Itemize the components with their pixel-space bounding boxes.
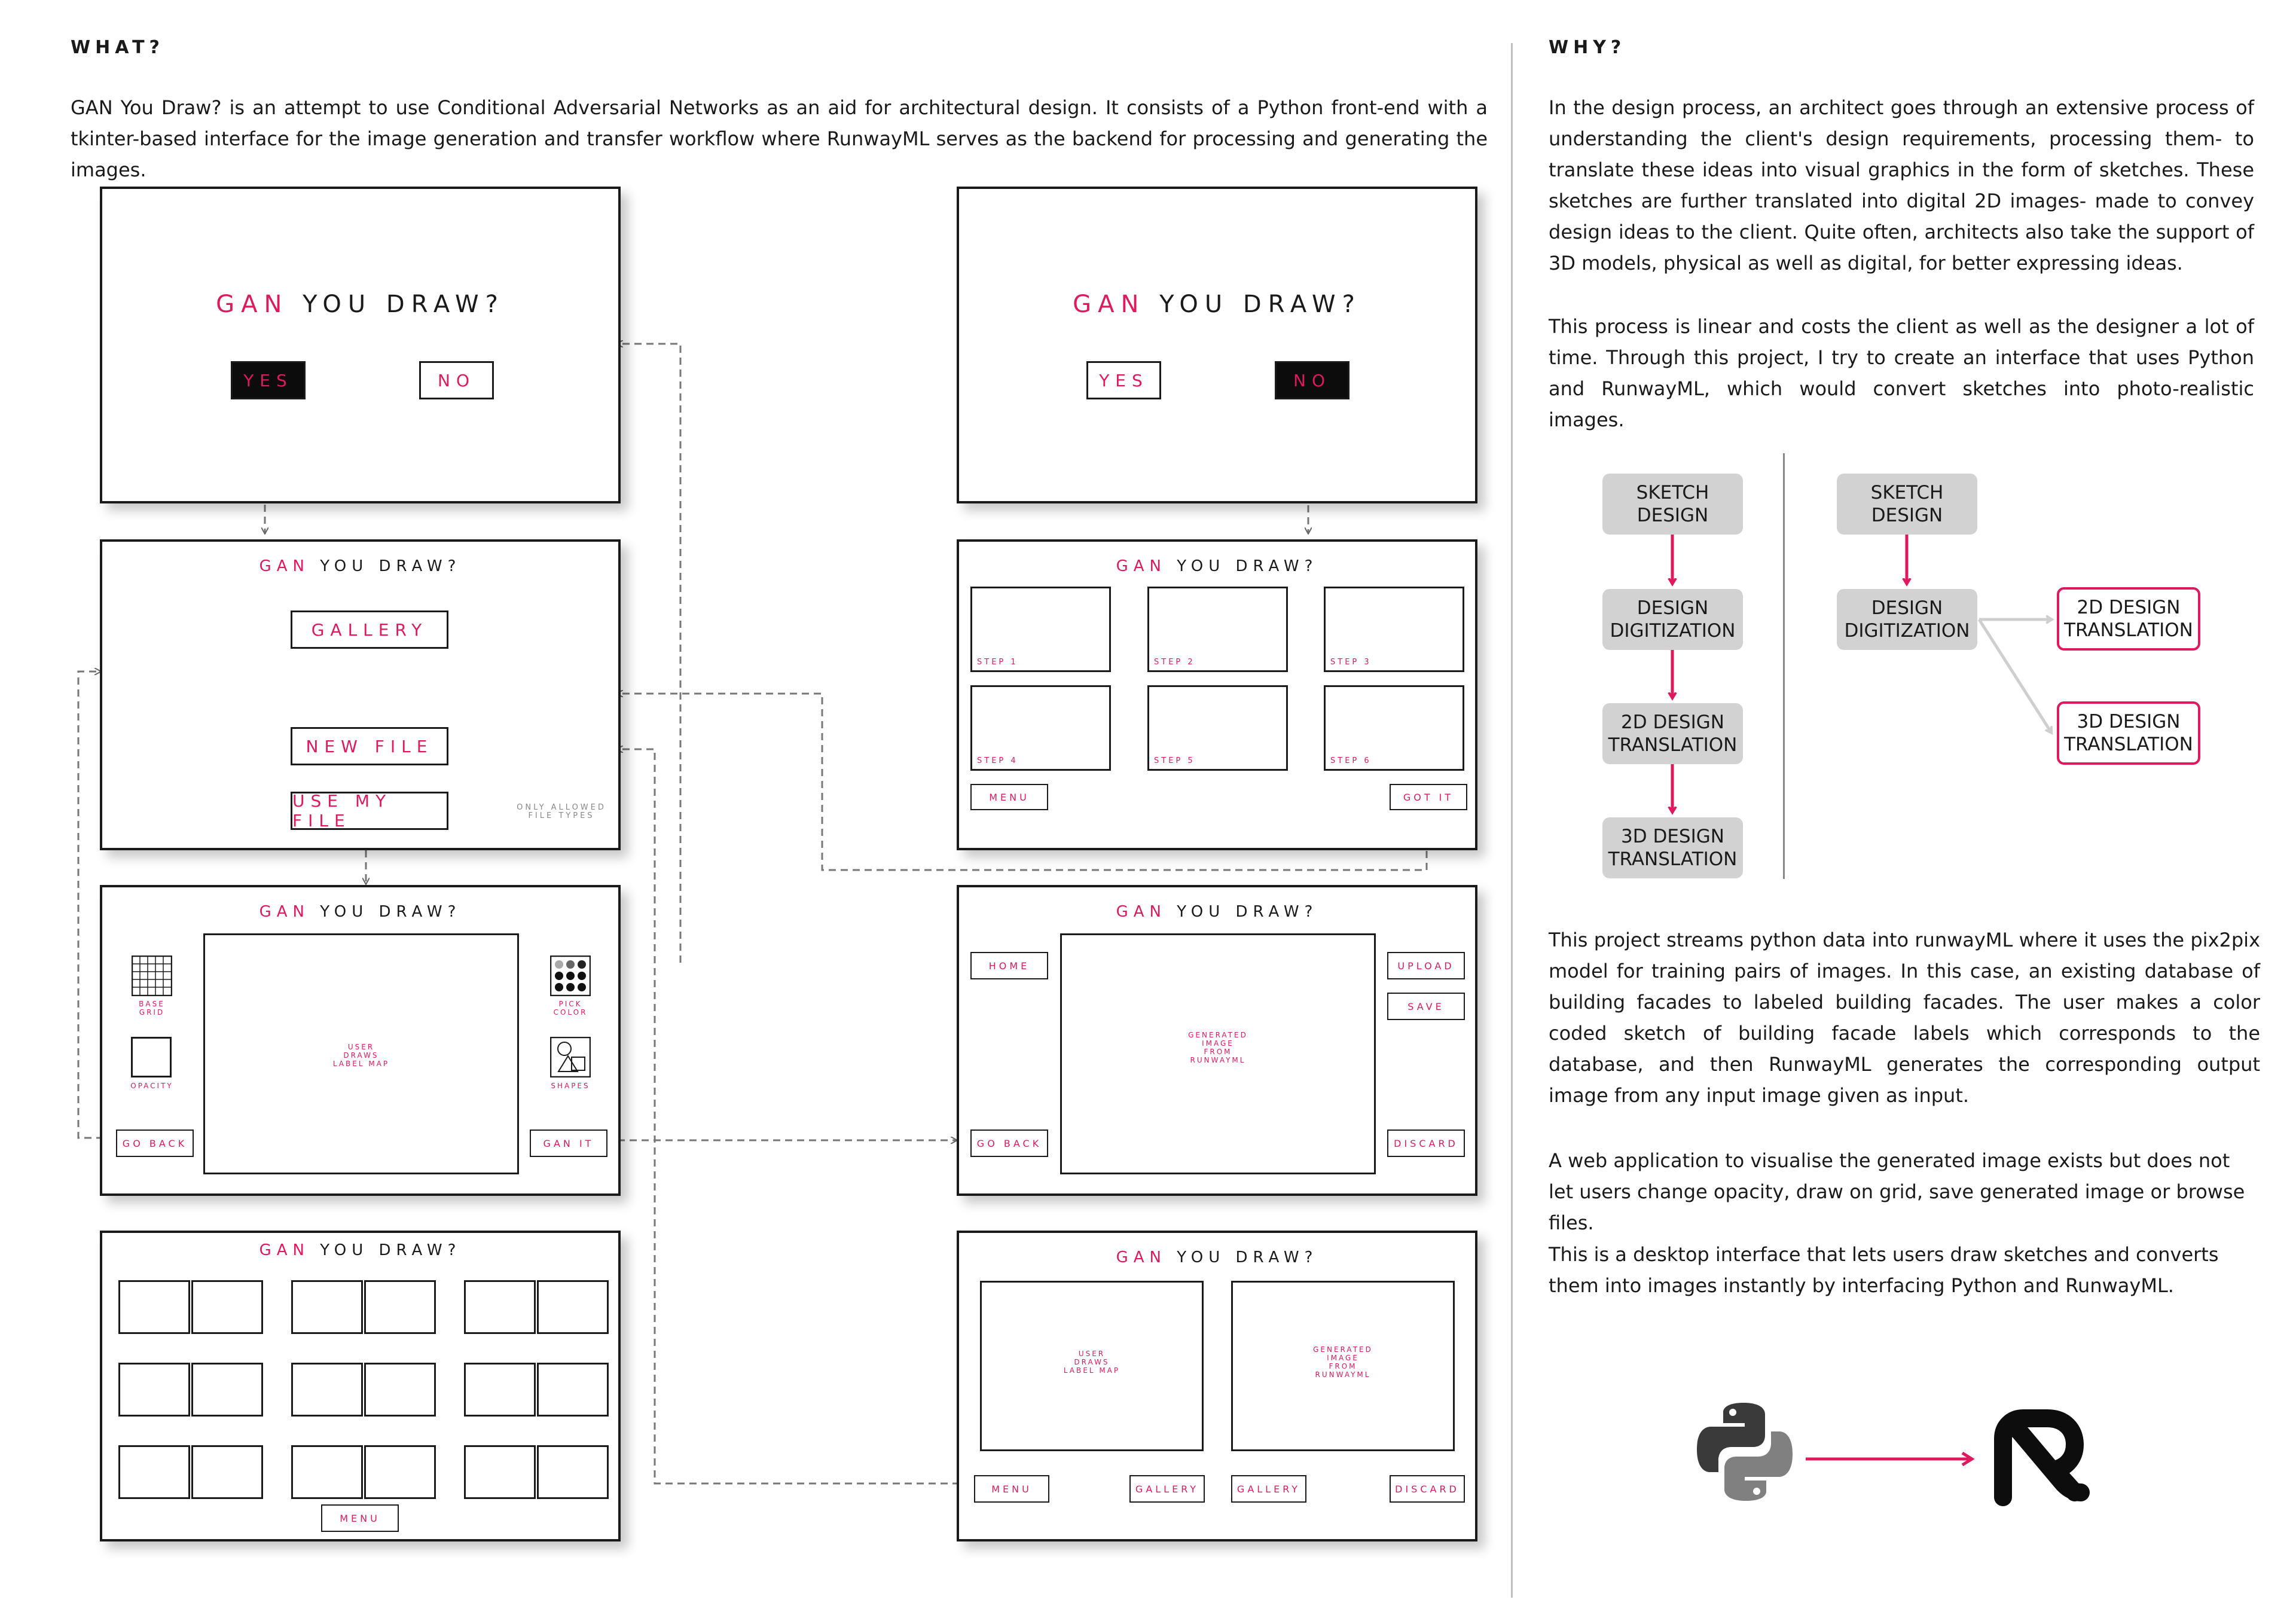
flow-arrow [1979,619,2051,732]
generated-placeholder: GENERATED IMAGE FROM RUNWAYML [1313,1345,1373,1379]
what-paragraph: GAN You Draw? is an attempt to use Conditional Adversarial Networks as an aid for architectural design. It consists of a Python front-end with a tkinter-based interface for the image generation and transfer workflow where RunwayML serves as the backend for processing and generating the images. [71,96,1488,181]
new-file-button[interactable]: NEW FILE [291,727,448,765]
yes-button[interactable]: YES [231,361,306,399]
flow-node-sketch-design: SKETCH DESIGN [1602,474,1743,535]
pick-color-label: PICK COLOR [553,1000,588,1016]
flow-node-design-digitization: DESIGN DIGITIZATION [1837,589,1977,650]
gallery-button[interactable]: GALLERY [1231,1475,1306,1503]
file-types-note: ONLY ALLOWED FILE TYPES [517,803,606,820]
opacity-label: OPACITY [130,1082,173,1090]
why-paragraph-2: This process is linear and costs the client as well as the designer a lot of time. Through this project, I try to create an interface that uses Python and RunwayML, which would convert sketches into photo-realistic images. [1549,315,2254,431]
app-title: GAN YOU DRAW? [1116,1248,1318,1266]
flow-node-3d-translation: 3D DESIGN TRANSLATION [1602,817,1743,878]
runwayml-logo-icon [1984,1404,2092,1512]
python-logo-icon [1691,1398,1799,1506]
home-button[interactable]: HOME [970,952,1048,979]
upload-button[interactable]: UPLOAD [1387,952,1465,979]
discard-button[interactable]: DISCARD [1387,1130,1465,1157]
menu-button[interactable]: MENU [970,784,1048,810]
app-title: GAN YOU DRAW? [259,557,462,575]
what-heading: WHAT? [71,37,164,58]
flow-node-design-digitization: DESIGN DIGITIZATION [1602,589,1743,650]
why-heading: WHY? [1549,37,1626,58]
user-drawing-placeholder: USER DRAWS LABEL MAP [1063,1350,1120,1375]
canvas-placeholder: USER DRAWS LABEL MAP [332,1043,390,1068]
why-paragraph-3: This project streams python data into runwayML where it uses the pix2pix model for training pairs of images. In this case, an existing database of building facades to labeled building facades. The user makes a color coded sketch of building facade labels which corresponds to the database, and then RunwayML generates the corresponding output image from any input image given as input. [1549,929,2260,1107]
step-panel: STEP 2 [1147,587,1288,672]
app-title: GAN YOU DRAW? [216,291,505,318]
menu-button[interactable]: MENU [321,1504,399,1532]
flow-node-2d-translation: 2D DESIGN TRANSLATION [1602,703,1743,764]
go-back-button[interactable]: GO BACK [970,1130,1048,1157]
app-title: GAN YOU DRAW? [259,1241,462,1259]
got-it-button[interactable]: GOT IT [1390,784,1467,810]
app-title: GAN YOU DRAW? [1116,557,1318,575]
shapes-label: SHAPES [551,1082,590,1090]
flow-node-3d-translation: 3D DESIGN TRANSLATION [2057,701,2200,765]
save-button[interactable]: SAVE [1387,993,1465,1020]
step-panel: STEP 5 [1147,685,1288,771]
discard-button[interactable]: DISCARD [1390,1475,1465,1503]
no-button[interactable]: NO [419,361,494,399]
why-paragraph-5: This is a desktop interface that lets users draw sketches and converts them into images instantly by interfacing Python and RunwayML. [1549,1243,2219,1297]
flow-node-sketch-design: SKETCH DESIGN [1837,474,1977,535]
why-paragraph-4: A web application to visualise the generated image exists but does not let users change opacity, draw on grid, save generated image or browse files. [1549,1149,2245,1234]
why-paragraph-1: In the design process, an architect goes through an extensive process of understanding the client's design requirements, processing them- to translate these ideas into visual graphics in the form of sketches. These sketches are further translated into digital 2D images- made to convey design ideas to the client. Quite often, architects also take the support of 3D models, physical as well as digital, for better expressing ideas. [1549,96,2254,274]
base-grid-label: BASE GRID [139,1000,165,1016]
app-title: GAN YOU DRAW? [259,903,462,921]
step-panel: STEP 4 [970,685,1111,771]
no-button[interactable]: NO [1275,361,1349,399]
use-my-file-button[interactable]: USE MY FILE [291,792,448,830]
yes-button[interactable]: YES [1086,361,1161,399]
go-back-button[interactable]: GO BACK [116,1130,194,1157]
flow-node-2d-translation: 2D DESIGN TRANSLATION [2057,587,2200,651]
gallery-button[interactable]: GALLERY [1129,1475,1205,1503]
transfer-arrow [1805,1452,1978,1466]
gallery-button[interactable]: GALLERY [291,610,448,649]
app-title: GAN YOU DRAW? [1116,903,1318,921]
gan-it-button[interactable]: GAN IT [530,1130,607,1157]
menu-button[interactable]: MENU [974,1475,1049,1503]
step-panel: STEP 6 [1324,685,1464,771]
step-panel: STEP 3 [1324,587,1464,672]
step-panel: STEP 1 [970,587,1111,672]
generated-placeholder: GENERATED IMAGE FROM RUNWAYML [1188,1031,1248,1064]
app-title: GAN YOU DRAW? [1073,291,1361,318]
